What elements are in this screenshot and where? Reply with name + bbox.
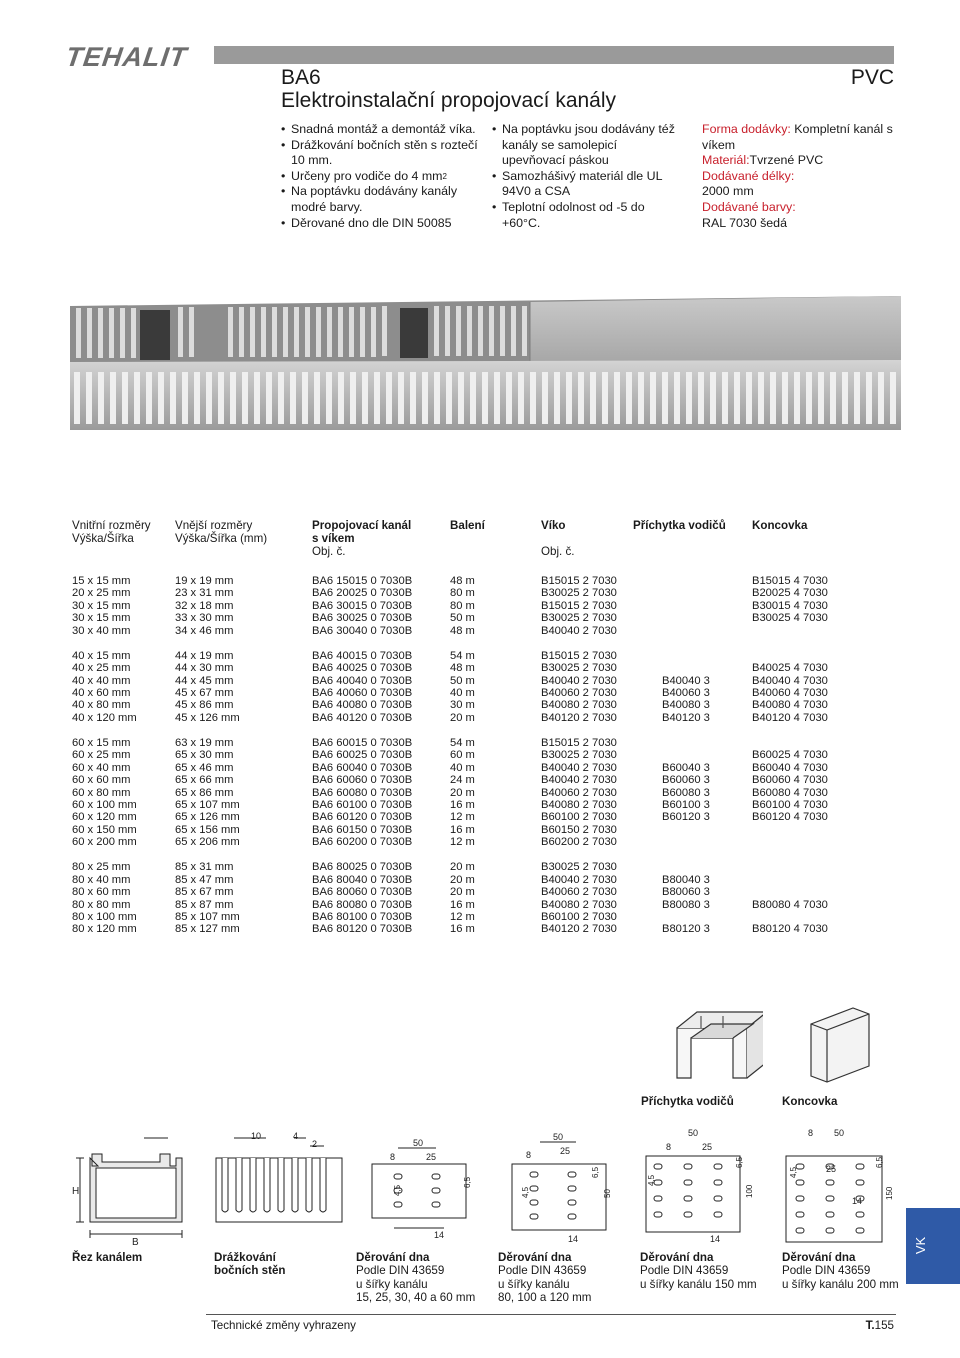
table-cell: 60 x 200 mm	[72, 836, 137, 849]
table-cell: B60060 3	[662, 774, 710, 787]
dim-label: 14	[852, 1196, 863, 1206]
dim-label: 6,5	[591, 1166, 600, 1178]
table-cell: BA6 60060 0 7030B	[312, 774, 413, 787]
table-cell: B40040 2 7030	[541, 624, 617, 637]
table-cell: B80080 3	[662, 898, 710, 911]
table-cell: 20 m	[450, 786, 475, 799]
table-cell: 44 x 30 mm	[175, 662, 234, 675]
table-cell: 20 x 25 mm	[72, 587, 131, 600]
table-cell: 40 x 80 mm	[72, 699, 131, 712]
table-cell: 65 x 126 mm	[175, 811, 240, 824]
table-cell: 60 x 80 mm	[72, 786, 131, 799]
brand-logo: TEHALIT	[63, 42, 190, 72]
table-cell: 65 x 30 mm	[175, 749, 234, 762]
table-cell: 60 m	[450, 749, 475, 762]
table-cell: 12 m	[450, 811, 475, 824]
table-cell: B40040 2 7030	[541, 761, 617, 774]
feature-item: • Samozhášivý materiál dle UL 94V0 a CSA	[492, 169, 682, 200]
table-cell: 60 x 60 mm	[72, 774, 131, 787]
table-cell: 65 x 107 mm	[175, 799, 240, 811]
endcap-illustration	[805, 1000, 875, 1086]
section-tab: VK	[906, 1208, 960, 1284]
col-header-channel: Propojovací kanál s víkem Obj. č.	[312, 519, 412, 558]
table-cell: 44 x 45 mm	[175, 674, 234, 687]
table-cell: BA6 80120 0 7030B	[312, 923, 413, 936]
cross-section-diagram	[72, 1128, 192, 1246]
table-cell: B30025 2 7030	[541, 749, 617, 762]
table-cell: 45 x 126 mm	[175, 711, 240, 724]
col-header-endcap: Koncovka	[752, 519, 808, 532]
spec-label: Dodávané délky:	[702, 168, 795, 183]
table-cell: B30025 4 7030	[752, 612, 828, 625]
table-cell: 16 m	[450, 898, 475, 911]
table-cell: B60100 2 7030	[541, 911, 617, 923]
dim-label: 150	[885, 1186, 894, 1200]
page-number: T.155	[865, 1319, 894, 1332]
dim-label: 4,5	[393, 1184, 402, 1196]
table-cell: 48 m	[450, 575, 475, 587]
table-cell: 85 x 31 mm	[175, 861, 234, 874]
table-cell: 80 m	[450, 599, 475, 612]
table-cell: BA6 20025 0 7030B	[312, 587, 413, 600]
table-cell: 45 x 86 mm	[175, 699, 234, 712]
table-cell: B40060 2 7030	[541, 687, 617, 699]
dim-label: 6,5	[735, 1156, 744, 1168]
perforation-diagram-2	[506, 1128, 618, 1246]
table-cell: BA6 80025 0 7030B	[312, 861, 413, 874]
table-cell: BA6 40040 0 7030B	[312, 674, 413, 687]
col-header-lid: Víko Obj. č.	[541, 519, 575, 558]
col-header-packing: Balení	[450, 519, 485, 532]
table-cell: BA6 60040 0 7030B	[312, 761, 413, 774]
table-cell: 30 x 40 mm	[72, 624, 131, 637]
dim-label: 50	[412, 1138, 424, 1148]
table-cell: B15015 2 7030	[541, 649, 617, 662]
table-cell: B15015 4 7030	[752, 575, 828, 587]
table-cell: 44 x 19 mm	[175, 649, 234, 662]
table-cell: 50 m	[450, 612, 475, 625]
dim-w: B	[132, 1237, 139, 1246]
feature-item: • Drážkování bočních stěn s roztečí 10 mm.	[281, 138, 481, 169]
table-cell: B40040 4 7030	[752, 674, 828, 687]
table-cell: B15015 2 7030	[541, 737, 617, 749]
table-cell: 16 m	[450, 823, 475, 836]
table-cell: B30025 2 7030	[541, 612, 617, 625]
table-cell: BA6 80040 0 7030B	[312, 873, 413, 886]
table-cell: 60 x 120 mm	[72, 811, 137, 824]
table-cell: 30 m	[450, 699, 475, 712]
table-cell: 54 m	[450, 737, 475, 749]
table-cell: 60 x 150 mm	[72, 823, 137, 836]
table-cell: B60040 3	[662, 761, 710, 774]
table-cell: BA6 30040 0 7030B	[312, 624, 413, 637]
header-bar	[214, 46, 894, 64]
table-cell: B80060 3	[662, 886, 710, 899]
features-column-2	[492, 122, 682, 231]
dim-label: 8	[666, 1142, 672, 1152]
dim-label: 14	[710, 1234, 721, 1244]
dim-label: 10	[251, 1131, 262, 1141]
table-cell: 65 x 46 mm	[175, 761, 234, 774]
footer-divider	[206, 1314, 896, 1315]
table-cell: 65 x 86 mm	[175, 786, 234, 799]
table-cell: B40060 3	[662, 687, 710, 699]
table-cell: BA6 40060 0 7030B	[312, 687, 413, 699]
product-photo	[70, 296, 901, 430]
dim-label: 8	[526, 1150, 532, 1160]
table-cell: 50 m	[450, 674, 475, 687]
dim-label: 4,5	[647, 1174, 656, 1186]
table-cell: 40 m	[450, 687, 475, 699]
table-cell: B60100 4 7030	[752, 799, 828, 811]
table-cell: B60120 4 7030	[752, 811, 828, 824]
front-comb	[74, 372, 896, 424]
table-cell: B40080 2 7030	[541, 799, 617, 811]
table-cell: 16 m	[450, 799, 475, 811]
table-cell: B60120 3	[662, 811, 710, 824]
spec-value: Kompletní kanál s víkem	[702, 122, 893, 152]
feature-item: • Teplotní odolnost od -5 do +60°C.	[492, 200, 682, 231]
caption-cross-section: Řez kanálem	[72, 1251, 143, 1264]
table-cell: BA6 60015 0 7030B	[312, 737, 413, 749]
table-cell: 19 x 19 mm	[175, 575, 234, 587]
caption-perforation-3: Děrování dna Podle DIN 43659 u šířky kanálu 150 mm	[640, 1251, 757, 1291]
table-cell: 63 x 19 mm	[175, 737, 234, 749]
col-header-inner: Vnitřní rozměry Výška/Šířka	[72, 519, 151, 545]
table-cell: BA6 40025 0 7030B	[312, 662, 413, 675]
table-cell: B40120 3	[662, 711, 710, 724]
table-cell: 40 m	[450, 761, 475, 774]
dim-label: 25	[702, 1142, 713, 1152]
table-cell: 65 x 206 mm	[175, 836, 240, 849]
clip-illustration	[663, 998, 763, 1084]
dim-h: H	[72, 1186, 80, 1197]
table-cell: B20025 4 7030	[752, 587, 828, 600]
table-cell: B40120 2 7030	[541, 923, 617, 936]
feature-item: • Na poptávku dodávány kanály modré barvy.	[281, 184, 481, 215]
table-cell: 48 m	[450, 662, 475, 675]
spec-label: Forma dodávky:	[702, 122, 791, 136]
table-cell: 30 x 15 mm	[72, 612, 131, 625]
table-cell: 45 x 67 mm	[175, 687, 234, 699]
table-cell: BA6 80080 0 7030B	[312, 898, 413, 911]
table-cell: BA6 60200 0 7030B	[312, 836, 413, 849]
table-cell: BA6 60080 0 7030B	[312, 786, 413, 799]
table-cell: BA6 60100 0 7030B	[312, 799, 413, 811]
table-cell: 85 x 67 mm	[175, 886, 234, 899]
table-cell: 80 x 120 mm	[72, 923, 137, 936]
table-cell: 23 x 31 mm	[175, 587, 234, 600]
dim-label: 8	[808, 1128, 814, 1138]
feature-item: • Určeny pro vodiče do 4 $mm^2$	[281, 169, 481, 185]
footer-note: Technické změny vyhrazeny	[211, 1319, 356, 1332]
table-cell: B80040 3	[662, 873, 710, 886]
table-cell: 32 x 18 mm	[175, 599, 234, 612]
table-cell: B40060 4 7030	[752, 687, 828, 699]
dim-label: 4,5	[789, 1166, 798, 1178]
dim-label: 50	[688, 1128, 699, 1138]
caption-perforation-4: Děrování dna Podle DIN 43659 u šířky kanálu 200 mm	[782, 1251, 899, 1291]
dim-label: 2	[312, 1139, 318, 1149]
table-cell: BA6 40015 0 7030B	[312, 649, 413, 662]
side-slots-diagram	[214, 1128, 344, 1246]
dim-label: 25	[826, 1164, 837, 1174]
table-cell: B60060 4 7030	[752, 774, 828, 787]
table-cell: B60080 3	[662, 786, 710, 799]
perforation-diagram-4	[782, 1128, 900, 1246]
table-cell: BA6 30025 0 7030B	[312, 612, 413, 625]
table-cell: BA6 30015 0 7030B	[312, 599, 413, 612]
caption-side-slots: Drážkování bočních stěn	[214, 1251, 286, 1278]
table-cell: B60100 3	[662, 799, 710, 811]
feature-item: • Děrované dno dle DIN 50085	[281, 216, 481, 232]
table-cell: B40120 2 7030	[541, 711, 617, 724]
table-cell: B40040 2 7030	[541, 873, 617, 886]
dim-label: 14	[434, 1230, 445, 1240]
table-cell: B60200 2 7030	[541, 836, 617, 849]
caption-perforation-1: Děrování dna Podle DIN 43659 u šířky kanálu 15, 25, 30, 40 a 60 mm	[356, 1251, 476, 1305]
table-cell: B40060 2 7030	[541, 886, 617, 899]
table-cell: 40 x 60 mm	[72, 687, 131, 699]
table-cell: B60040 4 7030	[752, 761, 828, 774]
endcap-label: Koncovka	[782, 1095, 838, 1108]
table-cell: 85 x 47 mm	[175, 873, 234, 886]
table-cell: B30015 4 7030	[752, 599, 828, 612]
table-cell: 48 m	[450, 624, 475, 637]
table-cell: 65 x 66 mm	[175, 774, 234, 787]
table-cell: BA6 60120 0 7030B	[312, 811, 413, 824]
table-cell: 20 m	[450, 711, 475, 724]
table-cell: 34 x 46 mm	[175, 624, 234, 637]
table-cell: B40025 4 7030	[752, 662, 828, 675]
table-cell: 40 x 40 mm	[72, 674, 131, 687]
table-cell: B40040 2 7030	[541, 774, 617, 787]
table-cell: BA6 80060 0 7030B	[312, 886, 413, 899]
table-cell: BA6 60025 0 7030B	[312, 749, 413, 762]
caption-perforation-2: Děrování dna Podle DIN 43659 u šířky kanálu 80, 100 a 120 mm	[498, 1251, 592, 1305]
dim-label: 8	[390, 1152, 396, 1162]
table-cell: B80120 3	[662, 923, 710, 936]
dim-label: 14	[568, 1234, 579, 1244]
dim-label: 4,5	[521, 1186, 530, 1198]
table-cell: 33 x 30 mm	[175, 612, 234, 625]
table-cell: 85 x 87 mm	[175, 898, 234, 911]
table-cell: 30 x 15 mm	[72, 599, 131, 612]
delivery-specs	[702, 122, 902, 231]
table-cell: 12 m	[450, 911, 475, 923]
table-cell: 60 x 15 mm	[72, 737, 131, 749]
table-cell: 80 x 80 mm	[72, 898, 131, 911]
dim-label: 50	[552, 1132, 564, 1142]
dim-label: 6,5	[463, 1176, 472, 1188]
table-cell: 20 m	[450, 886, 475, 899]
table-cell: B30025 2 7030	[541, 587, 617, 600]
product-title: Elektroinstalační propojovací kanály	[281, 89, 617, 112]
dim-label: 6,5	[875, 1156, 884, 1168]
spec-label: Dodávané barvy:	[702, 199, 796, 214]
table-cell: B60150 2 7030	[541, 823, 617, 836]
table-cell: B60025 4 7030	[752, 749, 828, 762]
table-cell: B40080 2 7030	[541, 898, 617, 911]
dim-label: 50	[834, 1128, 845, 1138]
table-cell: 54 m	[450, 649, 475, 662]
table-cell: BA6 15015 0 7030B	[312, 575, 413, 587]
features-column-1	[281, 122, 481, 231]
table-cell: 40 x 15 mm	[72, 649, 131, 662]
table-cell: B40120 4 7030	[752, 711, 828, 724]
spec-label: Materiál:	[702, 153, 750, 168]
table-cell: 80 x 100 mm	[72, 911, 137, 923]
col-header-clip: Příchytka vodičů	[633, 519, 726, 532]
table-cell: 60 x 100 mm	[72, 799, 137, 811]
table-cell: 40 x 120 mm	[72, 711, 137, 724]
table-cell: B40040 2 7030	[541, 674, 617, 687]
col-header-outer: Vnější rozměry Výška/Šířka (mm)	[175, 519, 268, 545]
table-cell: B80080 4 7030	[752, 898, 828, 911]
table-cell: 60 x 40 mm	[72, 761, 131, 774]
table-cell: 65 x 156 mm	[175, 823, 240, 836]
perforation-diagram-3	[640, 1128, 758, 1246]
dim-label: 4	[293, 1131, 299, 1141]
table-cell: 40 x 25 mm	[72, 662, 131, 675]
feature-item: • Snadná montáž a demontáž víka.	[281, 122, 481, 138]
table-cell: 85 x 127 mm	[175, 923, 240, 936]
table-cell: 60 x 25 mm	[72, 749, 131, 762]
material-tag: PVC	[850, 66, 894, 89]
dim-label: 25	[426, 1152, 437, 1162]
table-cell: BA6 80100 0 7030B	[312, 911, 413, 923]
table-cell: B30025 2 7030	[541, 662, 617, 675]
table-cell: B40080 3	[662, 699, 710, 712]
spec-value: RAL 7030 šedá	[702, 215, 787, 230]
table-cell: 80 x 60 mm	[72, 886, 131, 899]
table-cell: 20 m	[450, 873, 475, 886]
table-cell: 24 m	[450, 774, 475, 787]
table-cell: B80120 4 7030	[752, 923, 828, 936]
table-cell: 15 x 15 mm	[72, 575, 131, 587]
table-cell: B60080 4 7030	[752, 786, 828, 799]
table-cell: BA6 60150 0 7030B	[312, 823, 413, 836]
table-cell: B30025 2 7030	[541, 861, 617, 874]
dim-label: 25	[560, 1146, 571, 1156]
table-cell: B15015 2 7030	[541, 575, 617, 587]
table-cell: B40040 3	[662, 674, 710, 687]
table-cell: 80 m	[450, 587, 475, 600]
dim-label: 50	[603, 1189, 612, 1198]
table-cell: B40080 2 7030	[541, 699, 617, 712]
table-cell: 80 x 40 mm	[72, 873, 131, 886]
product-code: BA6	[281, 66, 321, 89]
table-cell: 16 m	[450, 923, 475, 936]
perforation-diagram-1	[364, 1128, 474, 1246]
clip-label: Příchytka vodičů	[641, 1095, 734, 1108]
table-cell: 20 m	[450, 861, 475, 874]
table-cell: 12 m	[450, 836, 475, 849]
table-cell: 80 x 25 mm	[72, 861, 131, 874]
table-cell: B40080 4 7030	[752, 699, 828, 712]
table-cell: 85 x 107 mm	[175, 911, 240, 923]
dim-label: 100	[745, 1184, 754, 1198]
feature-item: • Na poptávku jsou dodávány též kanály se samolepicí upevňovací páskou	[492, 122, 682, 169]
table-cell: BA6 40080 0 7030B	[312, 699, 413, 712]
table-cell: B60100 2 7030	[541, 811, 617, 824]
spec-value: 2000 mm	[702, 184, 754, 199]
table-cell: B15015 2 7030	[541, 599, 617, 612]
table-cell: B40060 2 7030	[541, 786, 617, 799]
spec-value: Tvrzené PVC	[749, 153, 824, 168]
table-cell: BA6 40120 0 7030B	[312, 711, 413, 724]
